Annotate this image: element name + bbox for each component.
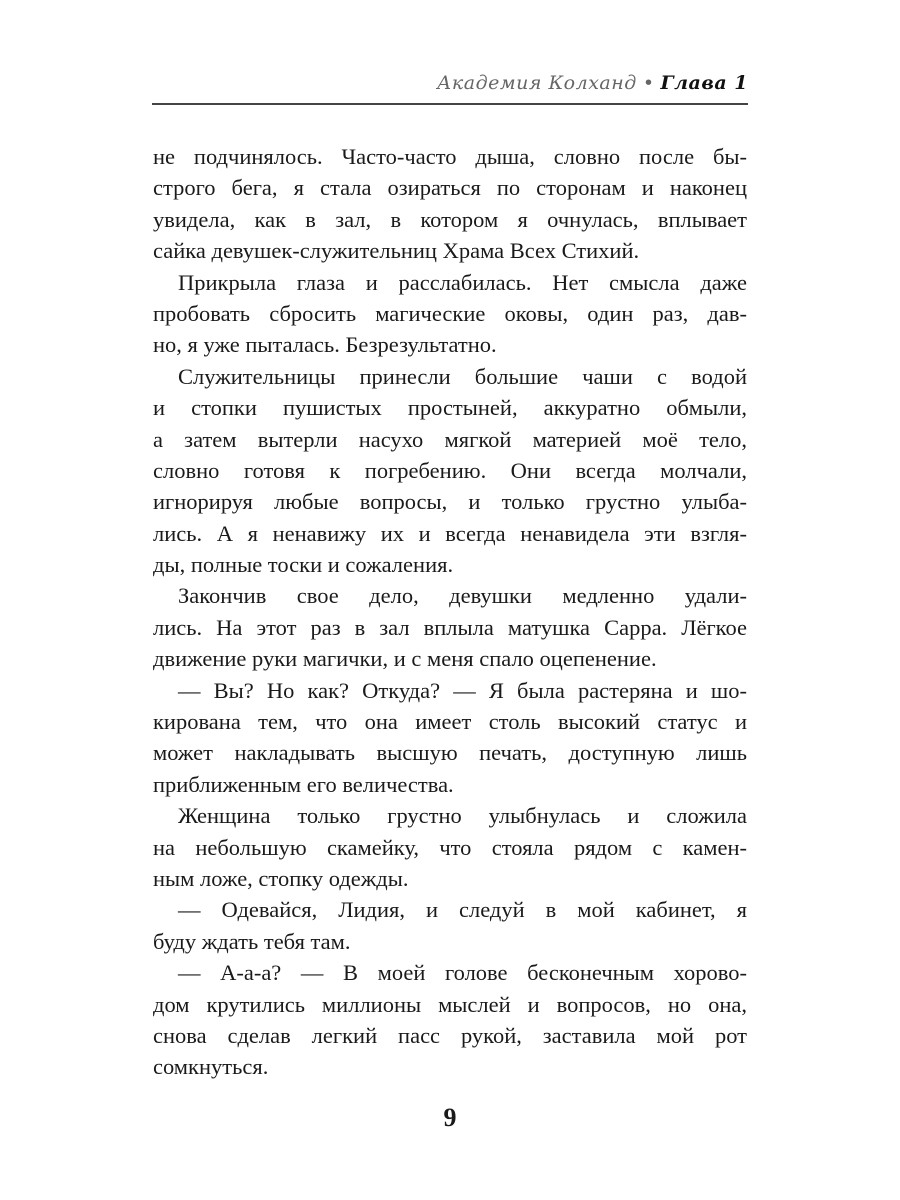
text-line: Женщина только грустно улыбнулась и сложила <box>178 803 747 829</box>
text-line: буду ждать тебя там. <box>153 928 351 954</box>
text-line: кирована тем, что она имеет столь высокий статус и <box>153 709 747 735</box>
text-line: снова сделав легкий пасс рукой, заставила мой рот <box>153 1022 747 1048</box>
text-line: Служительницы принесли большие чаши с водой <box>178 363 747 389</box>
page-body <box>153 141 747 1083</box>
text-line: ным ложе, стопку одежды. <box>153 865 409 891</box>
text-line: и стопки пушистых простыней, аккуратно обмыли, <box>153 395 747 421</box>
text-line: — Одевайся, Лидия, и следуй в мой кабинет, я <box>178 897 747 923</box>
text-line: приближенным его величества. <box>153 771 454 797</box>
text-line: сайка девушек-служительниц Храма Всех Стихий. <box>153 238 640 264</box>
paragraph <box>153 361 747 581</box>
text-line: но, я уже пыталась. Безрезультатно. <box>153 332 497 358</box>
text-line: Закончив свое дело, девушки медленно удали- <box>178 583 747 609</box>
text-line: движение руки магички, и с меня спало оцепенение. <box>153 646 657 672</box>
text-line: лись. На этот раз в зал вплыла матушка Сарра. Лёгкое <box>153 614 747 640</box>
text-line: дом крутились миллионы мыслей и вопросов, но она, <box>153 991 747 1017</box>
text-line: сомкнуться. <box>153 1054 269 1080</box>
page-number: 9 <box>443 1103 457 1132</box>
running-header <box>152 72 748 102</box>
running-title: Академия Колханд <box>437 72 637 94</box>
paragraph <box>153 957 747 1083</box>
paragraph <box>153 894 747 957</box>
text-line: может накладывать высшую печать, доступную лишь <box>153 740 747 766</box>
text-line: а затем вытерли насухо мягкой материей моё тело, <box>153 426 747 452</box>
text-line: игнорируя любые вопросы, и только грустно улыба- <box>153 489 747 515</box>
text-line: — А-а-а? — В моей голове бесконечным хорово- <box>178 960 747 986</box>
text-line: увидела, как в зал, в котором я очнулась, вплывает <box>153 206 747 232</box>
text-line: Прикрыла глаза и расслабилась. Нет смысла даже <box>178 269 747 295</box>
text-line: словно готовя к погребению. Они всегда молчали, <box>153 457 747 483</box>
paragraph <box>153 267 747 361</box>
text-line: строго бега, я стала озираться по сторонам и наконец <box>153 175 747 201</box>
header-separator: • <box>642 72 655 94</box>
text-line: на небольшую скамейку, что стояла рядом с камен- <box>153 834 747 860</box>
paragraph <box>153 141 747 267</box>
chapter-title: Глава 1 <box>660 72 748 94</box>
text-line: не подчинялось. Часто-часто дыша, словно после бы- <box>153 144 747 169</box>
paragraph <box>153 675 747 801</box>
text-line: лись. А я ненавижу их и всегда ненавидела эти взгля- <box>153 520 747 546</box>
text-line: пробовать сбросить магические оковы, один раз, дав- <box>153 300 747 326</box>
text-line: — Вы? Но как? Откуда? — Я была растеряна и шо- <box>178 677 747 703</box>
paragraph <box>153 580 747 674</box>
paragraph <box>153 800 747 894</box>
header-rule <box>152 103 748 105</box>
text-line: ды, полные тоски и сожаления. <box>153 552 454 578</box>
